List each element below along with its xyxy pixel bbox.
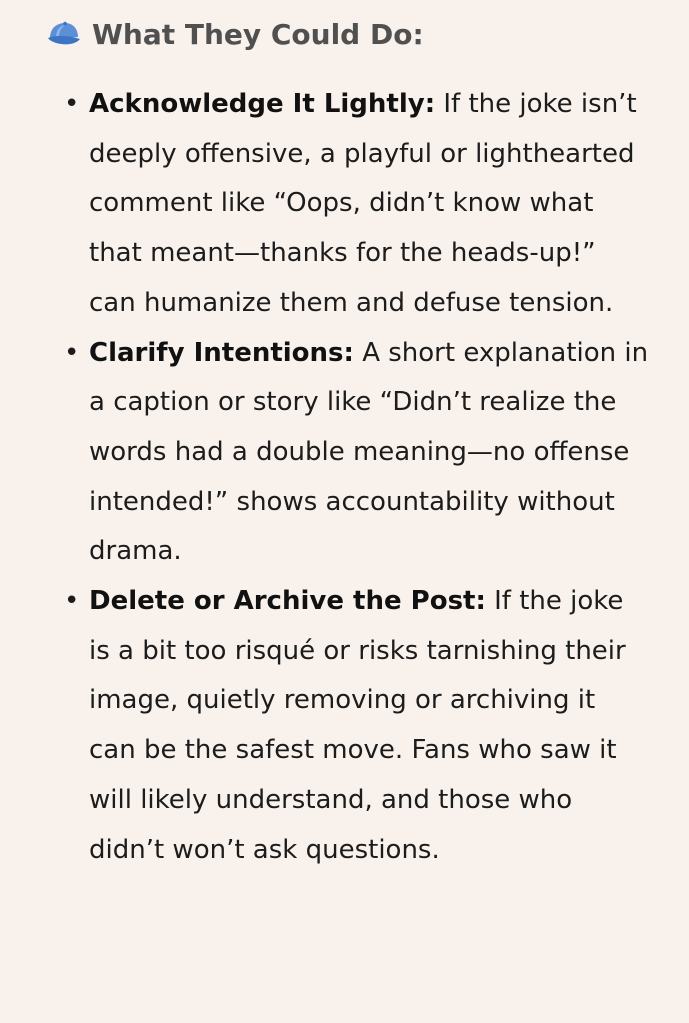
heading-text: What They Could Do: (92, 17, 424, 51)
suggestions-list (0, 80, 689, 875)
bullet-icon: • (64, 337, 80, 368)
cap-icon (46, 20, 82, 48)
bullet-icon: • (64, 586, 80, 617)
item-title: Clarify Intentions: (89, 337, 354, 368)
item-title: Acknowledge It Lightly: (89, 89, 436, 119)
list-item (0, 329, 689, 578)
section-heading (46, 14, 424, 54)
bullet-icon: • (64, 89, 80, 119)
item-body: If the joke isn’t deeply offensive, a playful or lighthearted comment like “Oops, didn’t know what that meant—thanks for the heads-up!” can humanize them and defuse tension. (89, 89, 637, 318)
item-body: A short explanation in a caption or story like “Didn’t realize the words had a double meaning—no offense intended!” shows accountability without drama. (89, 337, 649, 567)
list-item (0, 80, 689, 329)
list-item (0, 577, 689, 875)
item-title: Delete or Archive the Post: (89, 586, 486, 617)
item-body: If the joke is a bit too risqué or risks tarnishing their image, quietly removing or archiving it can be the safest move. Fans who saw it will likely understand, and those who didn’t won’t ask questions. (89, 586, 626, 865)
